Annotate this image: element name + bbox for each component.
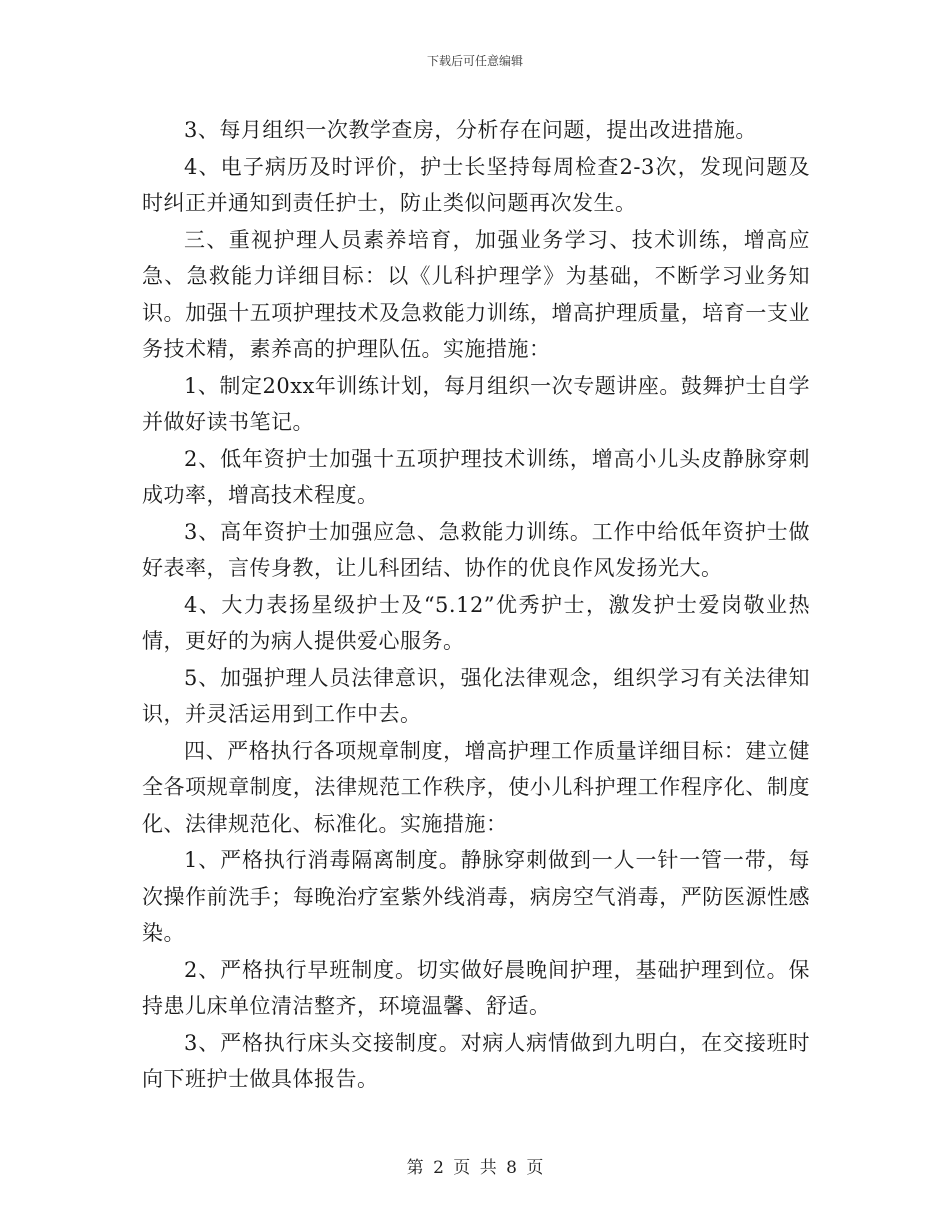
paragraph: 4、电子病历及时评价，护士长坚持每周检查2-3次，发现问题及时纠正并通知到责任护士，防止类似问题再次发生。	[142, 154, 810, 215]
paragraph: 3、每月组织一次教学查房，分析存在问题，提出改进措施。	[184, 118, 757, 142]
paragraph: 四、严格执行各项规章制度，增高护理工作质量详细目标：建立健全各项规章制度，法律规范工作秩序，使小儿科护理工作程序化、制度化、法律规范化、标准化。实施措施：	[142, 738, 810, 836]
paragraph: 2、严格执行早班制度。切实做好晨晚间护理，基础护理到位。保持患儿床单位清洁整齐，环境温馨、舒适。	[142, 957, 810, 1018]
paragraph: 5、加强护理人员法律意识，强化法律观念，组织学习有关法律知识，并灵活运用到工作中去。	[142, 665, 810, 726]
page-header: 下载后可任意编辑	[426, 54, 523, 68]
paragraph: 1、制定20xx年训练计划，每月组织一次专题讲座。鼓舞护士自学并做好读书笔记。	[142, 373, 810, 434]
paragraph: 4、大力表扬星级护士及“5.12”优秀护士，激发护士爱岗敬业热情，更好的为病人提供爱心服务。	[142, 592, 810, 653]
paragraph: 2、低年资护士加强十五项护理技术训练，增高小儿头皮静脉穿刺成功率，增高技术程度。	[142, 446, 810, 507]
document-body	[142, 112, 810, 1098]
paragraph: 3、高年资护士加强应急、急救能力训练。工作中给低年资护士做好表率，言传身教，让儿科团结、协作的优良作风发扬光大。	[142, 519, 810, 580]
page-number: 第 2 页 共 8 页	[406, 1158, 544, 1178]
paragraph: 1、严格执行消毒隔离制度。静脉穿刺做到一人一针一管一带，每次操作前洗手；每晚治疗室紫外线消毒，病房空气消毒，严防医源性感染。	[142, 848, 810, 945]
paragraph: 三、重视护理人员素养培育，加强业务学习、技术训练，增高应急、急救能力详细目标：以《儿科护理学》为基础，不断学习业务知识。加强十五项护理技术及急救能力训练，增高护理质量，培育一支业务技术精，素养高的护理队伍。实施措施：	[142, 227, 810, 361]
paragraph: 3、严格执行床头交接制度。对病人病情做到九明白，在交接班时向下班护士做具体报告。	[142, 1030, 810, 1091]
